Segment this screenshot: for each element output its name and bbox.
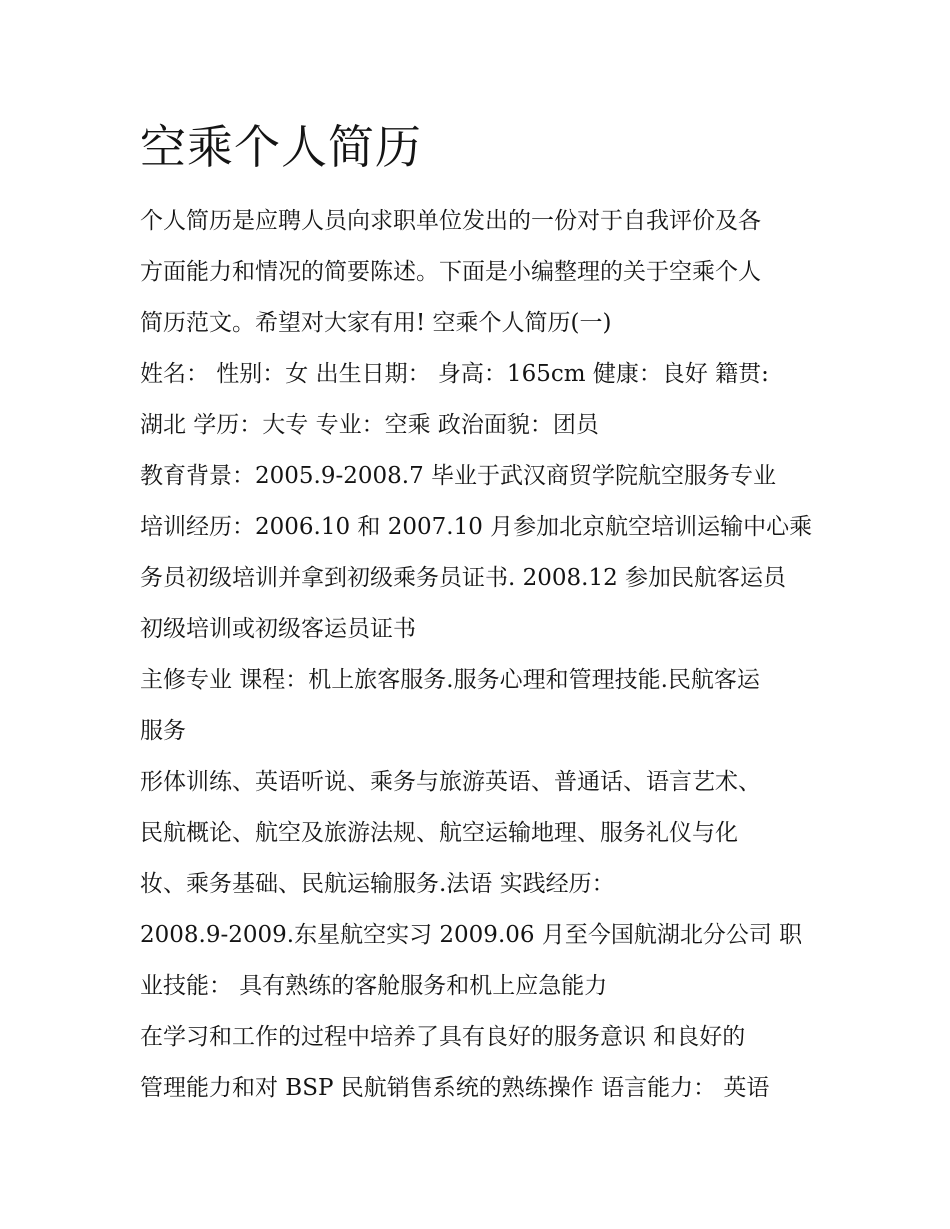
text-line: 在学习和工作的过程中培养了具有良好的服务意识 和良好的 xyxy=(140,1024,746,1050)
page-title: 空乘个人简历 xyxy=(140,120,422,174)
text-line: 湖北 学历：大专 专业：空乘 政治面貌：团员 xyxy=(140,412,599,438)
text-line: 形体训练、英语听说、乘务与旅游英语、普通话、语言艺术、 xyxy=(140,769,761,795)
text-line: 服务 xyxy=(140,718,186,744)
text-line: 个人简历是应聘人员向求职单位发出的一份对于自我评价及各 xyxy=(140,208,761,234)
text-line: 简历范文。希望对大家有用! 空乘个人简历(一) xyxy=(140,310,612,336)
text-line: 姓名： 性别：女 出生日期： 身高：165cm 健康：良好 籍贯: xyxy=(140,361,769,387)
text-line: 民航概论、航空及旅游法规、航空运输地理、服务礼仪与化 xyxy=(140,820,738,846)
text-line: 务员初级培训并拿到初级乘务员证书. 2008.12 参加民航客运员 xyxy=(140,565,787,591)
body-text xyxy=(140,196,820,1114)
text-line: 方面能力和情况的简要陈述。下面是小编整理的关于空乘个人 xyxy=(140,259,761,285)
text-line: 妆、乘务基础、民航运输服务.法语 实践经历： xyxy=(140,871,615,897)
text-line: 2008.9-2009.东星航空实习 2009.06 月至今国航湖北分公司 职 xyxy=(140,922,803,948)
text-line: 初级培训或初级客运员证书 xyxy=(140,616,416,642)
text-line: 培训经历：2006.10 和 2007.10 月参加北京航空培训运输中心乘 xyxy=(140,514,813,540)
text-line: 管理能力和对 BSP 民航销售系统的熟练操作 语言能力： 英语 xyxy=(140,1075,770,1101)
text-line: 主修专业 课程：机上旅客服务.服务心理和管理技能.民航客运 xyxy=(140,667,760,693)
text-line: 教育背景：2005.9-2008.7 毕业于武汉商贸学院航空服务专业 xyxy=(140,463,777,489)
text-line: 业技能： 具有熟练的客舱服务和机上应急能力 xyxy=(140,973,608,999)
